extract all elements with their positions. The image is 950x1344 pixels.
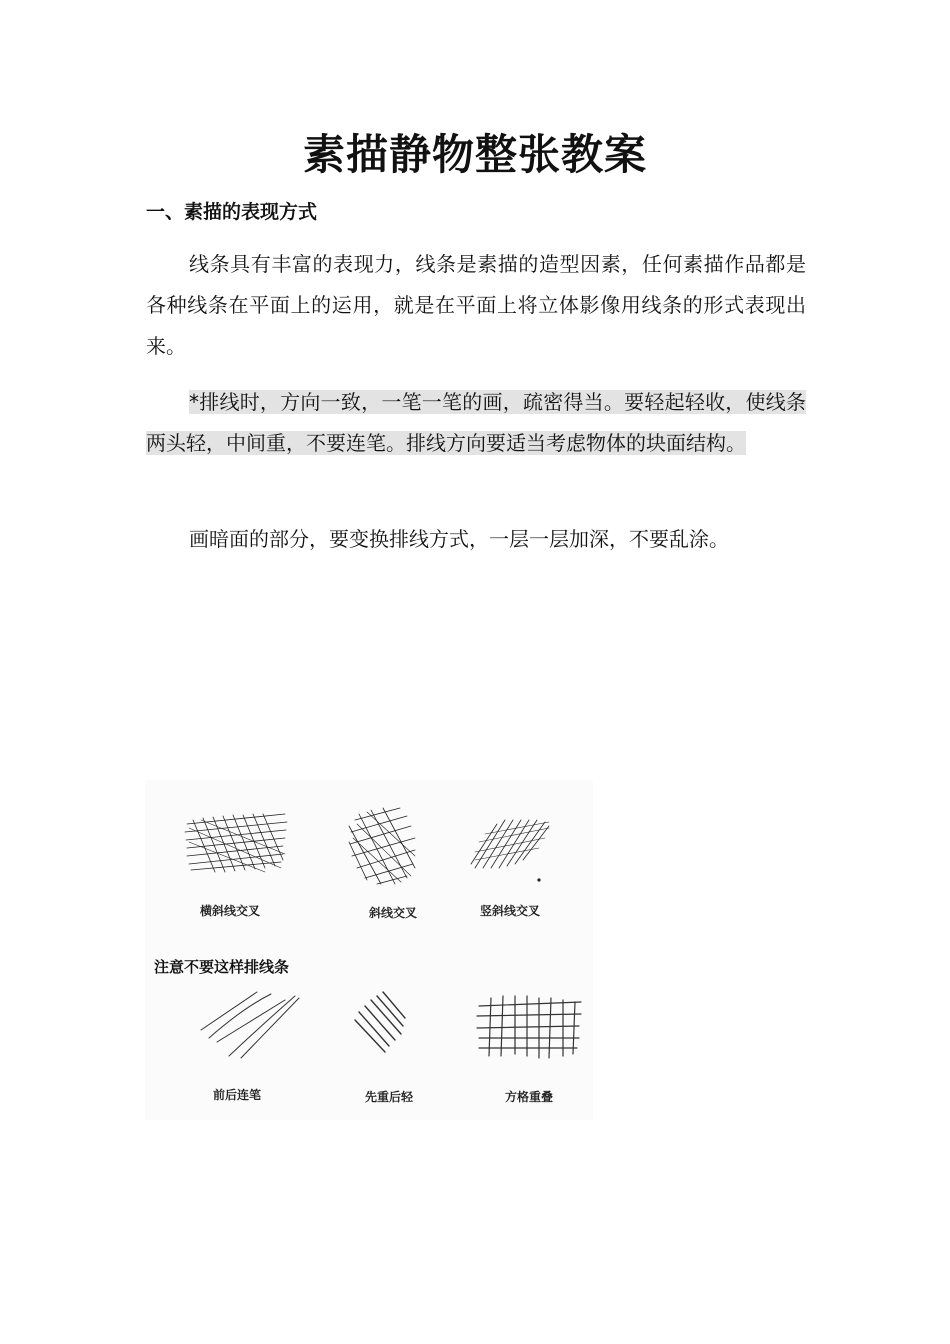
caption-connected-strokes: 前后连笔 — [213, 1088, 262, 1102]
caption-horizontal-diagonal: 横斜线交叉 — [200, 904, 261, 918]
hatching-illustrations — [145, 780, 593, 1120]
caption-heavy-to-light: 先重后轻 — [365, 1090, 414, 1104]
hatch-diagonal-cross — [349, 808, 415, 884]
caption-diagonal-cross: 斜线交叉 — [369, 906, 418, 920]
hatching-examples-figure — [145, 780, 593, 1120]
paragraph-2-highlighted — [146, 382, 806, 464]
section-heading: 一、素描的表现方式 — [146, 201, 318, 223]
highlighted-text: *排线时，方向一致，一笔一笔的画，疏密得当。要轻起轻收，使线条两头轻，中间重，不要连笔。排线方向要适当考虑物体的块面结构。 — [146, 390, 806, 455]
ink-dot — [537, 878, 540, 881]
paragraph-3: 画暗面的部分，要变换排线方式，一层一层加深，不要乱涂。 — [189, 527, 729, 551]
bad-hatch-heavy-to-light — [355, 992, 405, 1052]
hatch-horizontal-diagonal — [185, 814, 287, 872]
bad-hatch-grid-overlap — [477, 996, 581, 1058]
caption-grid-overlap: 方格重叠 — [505, 1090, 554, 1104]
hatch-vertical-diagonal — [471, 820, 549, 868]
caption-vertical-diagonal: 竖斜线交叉 — [480, 904, 541, 918]
paragraph-1: 线条具有丰富的表现力，线条是素描的造型因素，任何素描作品都是各种线条在平面上的运用，就是在平面上将立体影像用线条的形式表现出来。 — [146, 252, 806, 358]
warning-label: 注意不要这样排线条 — [154, 958, 290, 976]
document-title: 素描静物整张教案 — [302, 130, 647, 179]
bad-hatch-connected-strokes — [201, 992, 299, 1058]
